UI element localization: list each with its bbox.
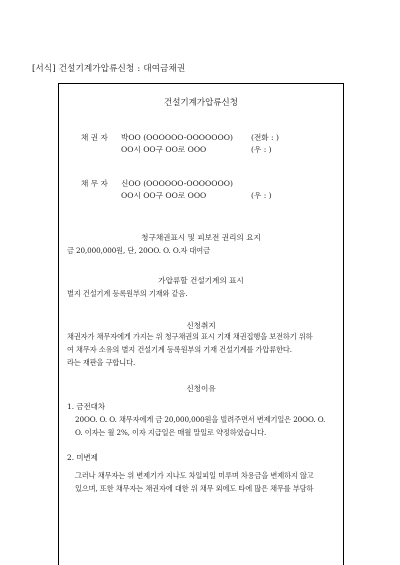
section1-line: 20OO. O. O. 채무자에게 금 20,000,000원을 빌려주면서 변제기일은 20OO. O. (75, 415, 326, 424)
reason-heading: 신청이유 (186, 384, 216, 393)
claim-line: 금 20,000,000원, 단, 20OO. O. O.자 대여금 (67, 246, 210, 255)
document-title: 건설기계가압류신청 (164, 98, 238, 108)
section2-line: 있으며, 또한 채무자는 채권자에 대한 위 채무 외에도 타에 많은 채무를 부담하 (75, 484, 314, 493)
section1-title: 1. 금전대차 (67, 402, 105, 411)
debtor-name: 신OO (OOOOOO-OOOOOOO) (121, 179, 233, 188)
creditor-postal-label: (우 : ) (251, 145, 272, 154)
creditor-address: OO시 OO구 OO로 OOO (121, 145, 207, 154)
section2-title: 2. 미변제 (67, 453, 98, 462)
claim-text (67, 244, 337, 257)
purpose-line: 여 채무자 소유의 별지 건설기계 등록원부의 기재 건설기계를 가압류한다. (67, 345, 292, 354)
form-label: [서식] 건설기계가압류신청 : 대여금채권 (32, 64, 186, 74)
section2-line: 그러나 채무자는 위 변제기가 지나도 차일피일 미루며 차용금을 변제하지 않고 (75, 471, 314, 480)
creditor-phone-label: (전화 : ) (251, 133, 279, 142)
section2-text (67, 469, 337, 495)
target-heading: 가압류할 건설기계의 표시 (158, 276, 244, 285)
debtor-role: 채 무 자 (81, 179, 108, 188)
target-text (67, 287, 337, 300)
debtor-block (81, 178, 331, 202)
purpose-line: 채권자가 채무자에게 가지는 위 청구채권의 표시 기재 채권집행을 보전하기 위하 (67, 332, 313, 341)
creditor-name: 박OO (OOOOOO-OOOOOOO) (121, 133, 233, 142)
creditor-block (81, 132, 331, 156)
section1-text (67, 413, 337, 439)
debtor-postal-label: (우 : ) (251, 191, 272, 200)
target-line: 별지 건설기계 등록원부의 기재와 같음. (67, 289, 188, 298)
document-frame (58, 83, 344, 565)
section1-line: O. 이자는 월 2%, 이자 지급일은 매월 말일로 약정하였습니다. (75, 428, 267, 437)
purpose-text (67, 330, 337, 369)
purpose-heading: 신청취지 (186, 321, 216, 330)
debtor-address: OO시 OO구 OO로 OOO (121, 191, 207, 200)
creditor-role: 채 권 자 (81, 133, 108, 142)
claim-heading: 청구채권표시 및 피보전 권리의 요지 (141, 233, 261, 242)
purpose-line: 라는 재판을 구합니다. (67, 358, 136, 367)
